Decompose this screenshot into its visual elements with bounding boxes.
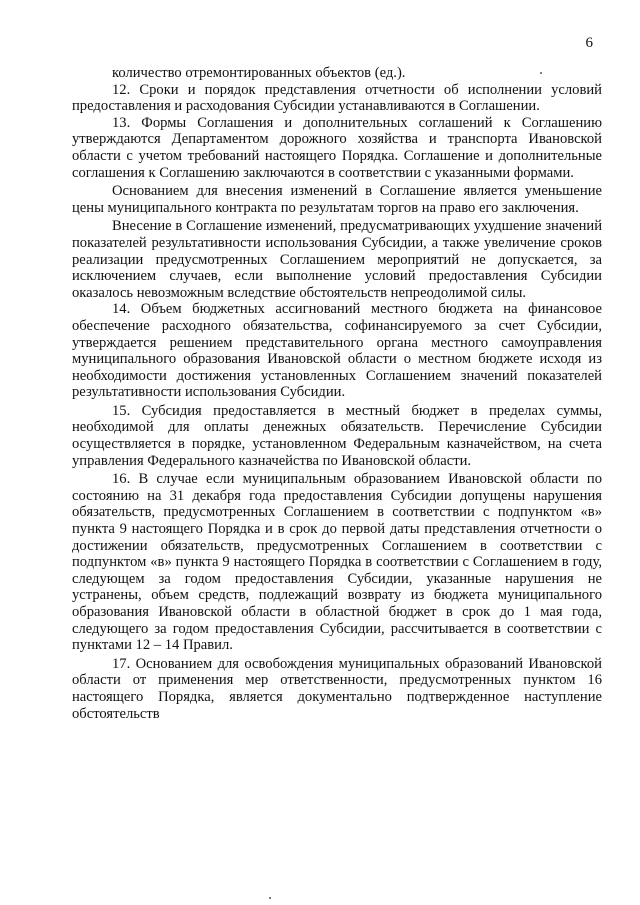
paragraph-12-reporting: 12. Сроки и порядок представления отчетности об исполнении условий предоставления и расходования Субсидии устанавливаются в Соглашении.: [72, 81, 602, 115]
scan-speck: [269, 897, 271, 899]
scan-speck: [540, 72, 542, 74]
paragraph-item-count-end: количество отремонтированных объектов (ед.).: [112, 65, 406, 81]
page-number: 6: [585, 35, 593, 51]
paragraph-14-budget-allocations: 14. Объем бюджетных ассигнований местного бюджета на финансовое обеспечение расходного обязательства, софинансируемого за счет Субсидии, утверждается решением представительного органа местного самоуправления муниципального образования Ивановской области о местном бюджете исходя из необходимости достижения установленных Соглашением значений показателей результативности использования Субсидии.: [72, 301, 602, 401]
paragraph-17-exemption-basis: 17. Основанием для освобождения муниципальных образований Ивановской области от применения мер ответственности, предусмотренных пунктом 16 настоящего Порядка, является документально подтвержденное наступление обстоятельств: [72, 655, 602, 722]
paragraph-15-subsidy-transfer: 15. Субсидия предоставляется в местный бюджет в пределах суммы, необходимой для оплаты денежных обязательств. Перечисление Субсидии осуществляется в порядке, установленном Федеральным казначейством, на счета управления Федерального казначейства по Ивановской области.: [72, 402, 602, 469]
document-body: [72, 65, 602, 722]
paragraph-16-refund-violations: 16. В случае если муниципальным образованием Ивановской области по состоянию на 31 декабря года предоставления Субсидии допущены нарушения обязательств, предусмотренных Соглашением в соответствии с подпунктом «в» пункта 9 настоящего Порядка и в срок до первой даты представления отчетности о достижении обязательств, предусмотренных Соглашением в соответствии с подпунктом «в» пункта 9 настоящего Порядка в соответствии с Соглашением в году, следующем за годом предоставления Субсидии, указанные нарушения не устранены, объем средств, подлежащий возврату из бюджета муниципального образования Ивановской области в областной бюджет в срок до 1 мая года, следующего за годом предоставления Субсидии, рассчитывается в соответствии с пунктами 12 – 14 Правил.: [72, 471, 602, 654]
paragraph-agreement-change-restrictions: Внесение в Соглашение изменений, предусматривающих ухудшение значений показателей результативности использования Субсидии, а также увеличение сроков реализации предусмотренных Соглашением мероприятий не допускается, за исключением случаев, если выполнение условий предоставления Субсидии оказалось невозможным вследствие обстоятельств непреодолимой силы.: [72, 218, 602, 301]
paragraph-13-agreement-forms: 13. Формы Соглашения и дополнительных соглашений к Соглашению утверждаются Департаментом дорожного хозяйства и транспорта Ивановской области с учетом требований настоящего Порядка. Соглашение и дополнительные соглашения к Соглашению заключаются в соответствии с указанными формами.: [72, 114, 602, 181]
paragraph-agreement-change-basis: Основанием для внесения изменений в Соглашение является уменьшение цены муниципального контракта по результатам торгов на право его заключения.: [72, 183, 602, 216]
